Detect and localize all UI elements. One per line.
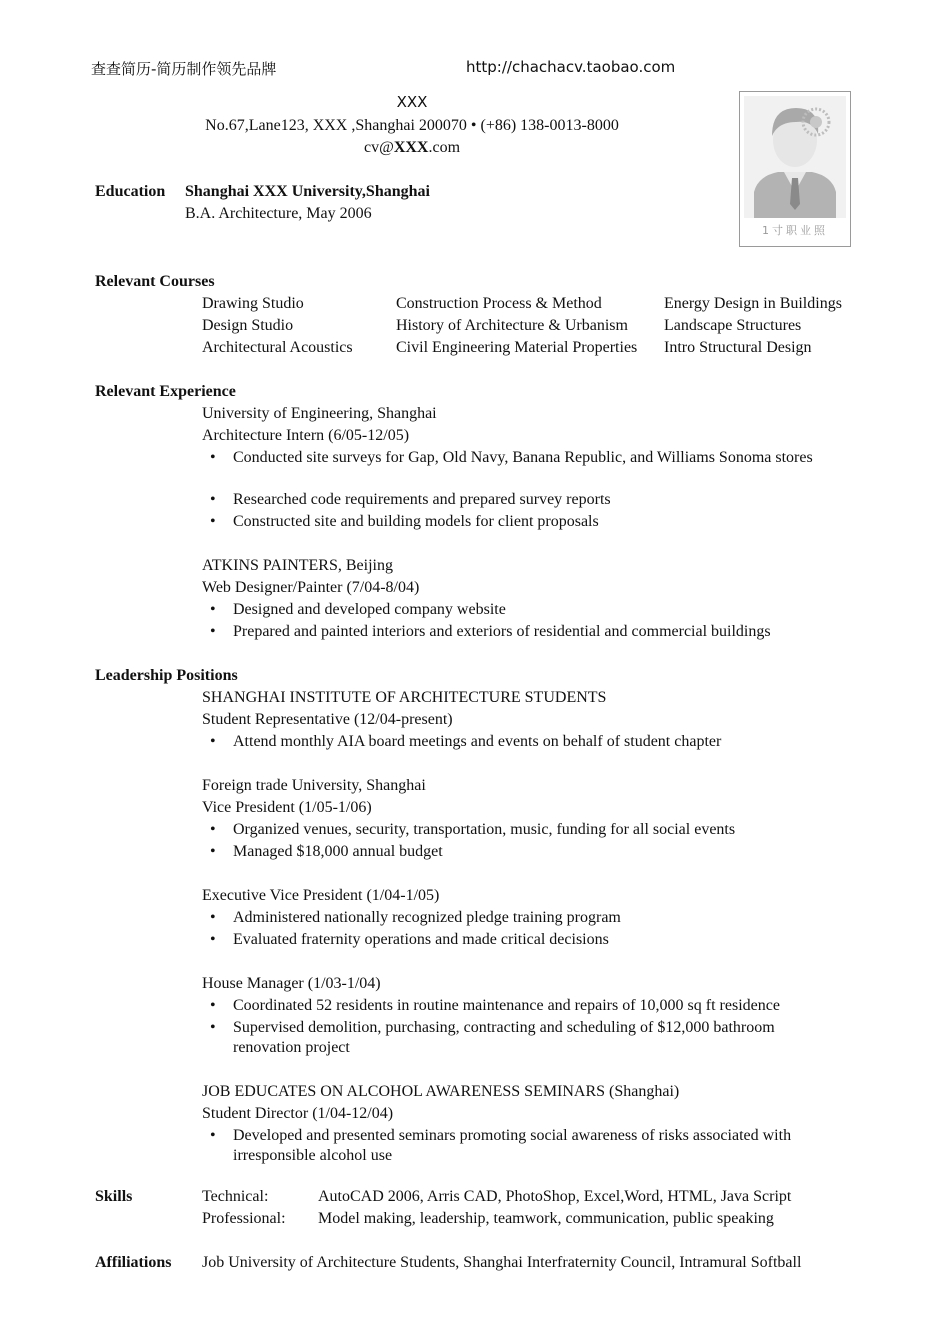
course-item: Architectural Acoustics	[202, 339, 353, 356]
courses-heading: Relevant Courses	[95, 273, 215, 290]
skills-professional-value: Model making, leadership, teamwork, communication, public speaking	[318, 1210, 774, 1227]
email-prefix: cv@	[363, 139, 394, 156]
bullet-text: Organized venues, security, transportation, music, funding for all social events	[233, 821, 736, 838]
affiliations-heading: Affiliations	[95, 1254, 172, 1271]
bullet-icon: •	[210, 733, 216, 750]
bullet-text: Supervised demolition, purchasing, contracting and scheduling of $12,000 bathroom renovation project	[233, 1019, 775, 1056]
experience-org: ATKINS PAINTERS, Beijing	[202, 557, 393, 574]
bullet-text: Administered nationally recognized pledge training program	[233, 909, 621, 926]
course-item: Intro Structural Design	[664, 339, 812, 356]
bullet-icon: •	[210, 821, 216, 838]
bullet-text: Developed and presented seminars promoting social awareness of risks associated with irresponsible alcohol use	[233, 1127, 792, 1164]
skills-professional-label: Professional:	[202, 1210, 286, 1227]
bullet-icon: •	[210, 491, 216, 508]
bullet-text: Constructed site and building models for client proposals	[233, 513, 599, 530]
bullet-icon: •	[210, 601, 216, 618]
course-item: Construction Process & Method	[396, 295, 602, 312]
bullet-icon: •	[210, 623, 216, 640]
leadership-role: House Manager (1/03-1/04)	[202, 975, 381, 992]
leadership-org: JOB EDUCATES ON ALCOHOL AWARENESS SEMINARS (Shanghai)	[202, 1083, 680, 1100]
bullet-icon: •	[210, 1019, 216, 1036]
bullet-text: Conducted site surveys for Gap, Old Navy, Banana Republic, and Williams Sonoma stores	[233, 449, 813, 466]
skills-technical-label: Technical:	[202, 1188, 269, 1205]
bullet-text: Researched code requirements and prepared survey reports	[233, 491, 611, 508]
leadership-org: Foreign trade University, Shanghai	[202, 777, 426, 794]
leadership-role: Student Director (1/04-12/04)	[202, 1105, 394, 1122]
bullet-icon: •	[210, 449, 216, 466]
bullet-icon: •	[210, 909, 216, 926]
course-item: Civil Engineering Material Properties	[396, 339, 638, 356]
skills-technical-value: AutoCAD 2006, Arris CAD, PhotoShop, Excel,Word, HTML, Java Script	[318, 1188, 792, 1205]
leadership-role: Vice President (1/05-1/06)	[202, 799, 372, 816]
skills-heading: Skills	[95, 1188, 133, 1205]
bullet-icon: •	[210, 997, 216, 1014]
bullet-icon: •	[210, 1127, 216, 1144]
email-suffix: .com	[428, 139, 461, 156]
leadership-role: Student Representative (12/04-present)	[202, 711, 453, 728]
affiliations-value: Job University of Architecture Students, Shanghai Interfraternity Council, Intramural Softball	[202, 1254, 802, 1271]
course-item: Drawing Studio	[202, 295, 304, 312]
course-item: Design Studio	[202, 317, 294, 334]
course-item: History of Architecture & Urbanism	[396, 317, 628, 334]
bullet-icon: •	[210, 513, 216, 530]
header-url[interactable]: http://chachacv.taobao.com	[466, 58, 676, 76]
bullet-text: Evaluated fraternity operations and made critical decisions	[233, 931, 609, 948]
course-item: Energy Design in Buildings	[664, 295, 842, 312]
bullet-text: Designed and developed company website	[233, 601, 506, 618]
header-brand: 查查简历-简历制作领先品牌	[91, 60, 277, 78]
photo-caption: 1寸职业照	[762, 224, 828, 237]
email-name: XXX	[393, 139, 429, 156]
experience-org: University of Engineering, Shanghai	[202, 405, 437, 422]
bullet-text: Managed $18,000 annual budget	[233, 843, 443, 860]
candidate-name: XXX	[396, 93, 428, 111]
leadership-heading: Leadership Positions	[95, 667, 238, 684]
education-heading: Education	[95, 183, 166, 200]
bullet-text: Attend monthly AIA board meetings and events on behalf of student chapter	[233, 733, 722, 750]
bullet-icon: •	[210, 843, 216, 860]
email-line	[150, 137, 674, 159]
course-item: Landscape Structures	[664, 317, 802, 334]
experience-heading: Relevant Experience	[95, 383, 236, 400]
bullet-icon: •	[210, 931, 216, 948]
bullet-text: Coordinated 52 residents in routine maintenance and repairs of 10,000 sq ft residence	[233, 997, 780, 1014]
photo-placeholder	[739, 91, 851, 247]
experience-role: Web Designer/Painter (7/04-8/04)	[202, 579, 420, 596]
address-line: No.67,Lane123, XXX ,Shanghai 200070 • (+86) 138-0013-8000	[205, 117, 619, 134]
education-school: Shanghai XXX University,Shanghai	[185, 183, 430, 200]
leadership-role: Executive Vice President (1/04-1/05)	[202, 887, 440, 904]
education-degree: B.A. Architecture, May 2006	[185, 205, 372, 222]
leadership-org: SHANGHAI INSTITUTE OF ARCHITECTURE STUDENTS	[202, 689, 607, 706]
experience-role: Architecture Intern (6/05-12/05)	[202, 427, 410, 444]
bullet-text: Prepared and painted interiors and exteriors of residential and commercial buildings	[233, 623, 771, 640]
